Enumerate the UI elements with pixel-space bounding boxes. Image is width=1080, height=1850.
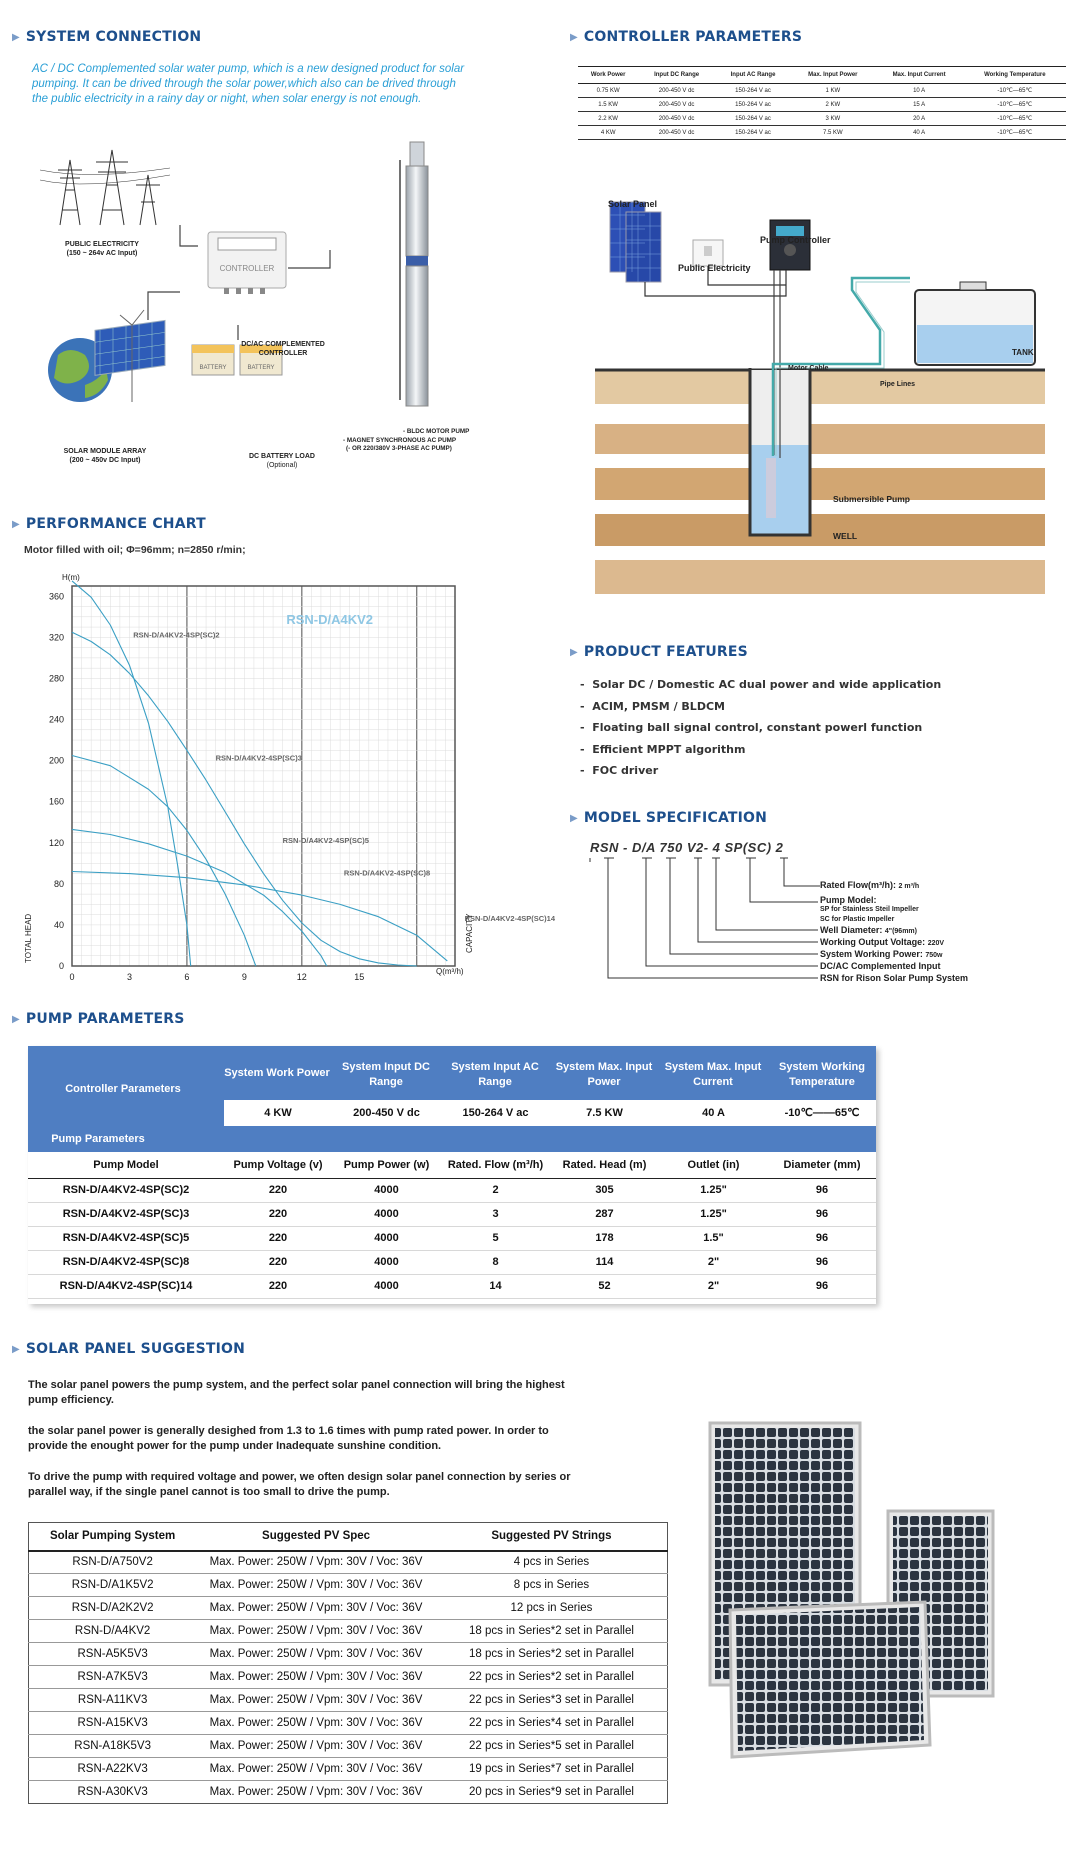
controller-parameters-table <box>578 66 1066 140</box>
x-tick-label: 6 <box>184 972 190 982</box>
ctrl-value: 150-264 V ac <box>441 1100 550 1126</box>
triangle-bullet-icon: ▶ <box>570 813 578 824</box>
x-tick-label: 9 <box>241 972 247 982</box>
system-intro-text: AC / DC Complemented solar water pump, which is a new designed product for solar pumping. It can be drived through the solar power,which also can be drived through the public electricity in a rainy day or night, when solar energy is not enough. <box>32 63 465 105</box>
product-features-title <box>570 644 748 660</box>
chart-ylabel-left: TOTAL HEAD <box>24 913 33 963</box>
table-header: Max. Input Current <box>875 67 964 84</box>
x-tick-label: 3 <box>126 972 132 982</box>
controller-screen-text: CONTROLLER <box>219 264 275 273</box>
series-label: RSN-D/A4KV2-4SP(SC)5 <box>282 835 369 845</box>
y-tick-label: 160 <box>48 796 64 807</box>
controller-parameters-title <box>570 29 802 45</box>
y-tick-label: 360 <box>48 591 64 602</box>
model-spec-lines <box>590 858 830 983</box>
diag-public-electricity-label: Public Electricity <box>678 263 751 273</box>
list-item: - Efficient MPPT algorithm <box>580 742 746 756</box>
performance-subtitle: Motor filled with oil; Φ=96mm; n=2850 r/min; <box>24 544 246 556</box>
ctrl-header: System Work Power <box>224 1067 330 1079</box>
table-header: Input AC Range <box>715 67 791 84</box>
section-title-text: SOLAR PANEL SUGGESTION <box>25 1341 246 1357</box>
controller-parameters-label: Controller Parameters <box>65 1083 181 1095</box>
diag-pump-controller-label: Pump Controller <box>760 235 831 245</box>
chart-ylabel: H(m) <box>62 573 80 582</box>
table-row: 0.75 KW 200-450 V dc 150-264 V ac 1 KW 10 A -10℃—65℃ <box>578 84 1066 98</box>
table-row: 2.2 KW 200-450 V dc 150-264 V ac 3 KW 20 A -10℃—65℃ <box>578 112 1066 126</box>
solar-panel-icon <box>610 202 661 282</box>
table-row: RSN-D/A4KV2-4SP(SC)14 220 4000 14 52 2" 96 <box>28 1274 876 1298</box>
table-header-row: Solar Pumping System Suggested PV Spec Suggested PV Strings <box>29 1523 668 1551</box>
table-row: RSN-D/A4KV2-4SP(SC)8 220 4000 8 114 2" 96 <box>28 1250 876 1274</box>
list-item: - Floating ball signal control, constant powerl function <box>580 721 923 734</box>
y-tick-label: 200 <box>48 755 64 766</box>
ctrl-value: 40 A <box>659 1100 768 1126</box>
table-row: RSN-D/A2K2V2 Max. Power: 250W / Vpm: 30V / Voc: 36V 12 pcs in Series <box>29 1597 668 1620</box>
table-row: 1.5 KW 200-450 V dc 150-264 V ac 2 KW 15 A -10℃—65℃ <box>578 98 1066 112</box>
section-title-text: PUMP PARAMETERS <box>25 1011 185 1027</box>
solar-paragraph-1: The solar panel powers the pump system, and the perfect solar panel connection will bring the highest pump efficiency. <box>28 1379 565 1406</box>
solar-paragraph-2: the solar panel power is generally desighed from 1.3 to 1.6 times with pump rated power. In order to provide the enought power for the pump under Inadequate sunshine condition. <box>28 1425 549 1452</box>
ctrl-value: 200-450 V dc <box>332 1100 441 1126</box>
table-header: Work Power <box>578 67 638 84</box>
ground-layers <box>595 370 1045 594</box>
performance-chart <box>10 568 556 984</box>
system-connection-title <box>12 29 201 45</box>
ctrl-value: 4 KW <box>224 1100 332 1126</box>
table-row: RSN-D/A4KV2-4SP(SC)3 220 4000 3 287 1.25" 96 <box>28 1202 876 1226</box>
ctrl-header: System Input AC Range <box>451 1061 539 1088</box>
table-row: RSN-D/A4KV2-4SP(SC)5 220 4000 5 178 1.5" 96 <box>28 1226 876 1250</box>
table-row: RSN-D/A750V2 Max. Power: 250W / Vpm: 30V / Voc: 36V 4 pcs in Series <box>29 1551 668 1574</box>
pump-parameters-title <box>12 1011 184 1027</box>
pump-parameters-header-band <box>28 1046 876 1152</box>
diag-motor-cable: Motor Cable <box>788 365 829 372</box>
series-label: RSN-D/A4KV2-4SP(SC)14 <box>464 913 556 923</box>
curve-series <box>72 756 256 967</box>
spec-rated-flow: Rated Flow(m³/h): 2 m³/h <box>820 880 920 890</box>
model-code: RSN - D/A 750 V2- 4 SP(SC) 2 <box>590 840 784 855</box>
diag-well-label: WELL <box>833 531 858 541</box>
diag-pipe-lines-label: Pipe Lines <box>880 381 916 388</box>
table-row: RSN-A22KV3 Max. Power: 250W / Vpm: 30V / Voc: 36V 19 pcs in Series*7 set in Parallel <box>29 1758 668 1781</box>
controller-label: DC/AC COMPLEMENTED CONTROLLER <box>241 341 325 358</box>
triangle-bullet-icon: ▶ <box>12 32 20 43</box>
solar-array-label: SOLAR MODULE ARRAY (200 ~ 450v DC Input) <box>63 448 147 465</box>
y-tick-label: 320 <box>48 632 64 643</box>
solar-panel-title <box>12 1341 245 1357</box>
features-list <box>580 674 941 782</box>
pump-parameters-label: Pump Parameters <box>51 1133 145 1145</box>
pump-parameters-table <box>28 1152 876 1299</box>
triangle-bullet-icon: ▶ <box>570 32 578 43</box>
table-row: 4 KW 200-450 V dc 150-264 V ac 7.5 KW 40 A -10℃—65℃ <box>578 126 1066 140</box>
ctrl-header: System Input DC Range <box>341 1061 430 1088</box>
submersible-pump-icon <box>400 142 428 406</box>
series-label: RSN-D/A4KV2-4SP(SC)3 <box>215 753 302 763</box>
chart-xlabel: Q(m³/h) <box>436 967 464 976</box>
table-row: RSN-D/A4KV2-4SP(SC)2 220 4000 2 305 1.25" 96 <box>28 1178 876 1202</box>
list-item: - Solar DC / Domestic AC dual power and wide application <box>580 678 942 691</box>
section-title-text: PERFORMANCE CHART <box>25 516 206 532</box>
chart-ylabel-right: CAPACITY <box>465 913 474 953</box>
list-item: - FOC driver <box>580 764 659 777</box>
curve-series <box>72 872 447 961</box>
table-header: Working Temperature <box>964 67 1066 84</box>
solar-panels-image <box>700 1405 1050 1785</box>
table-row: RSN-A7K5V3 Max. Power: 250W / Vpm: 30V / Voc: 36V 22 pcs in Series*2 set in Parallel <box>29 1666 668 1689</box>
x-tick-label: 15 <box>354 972 365 982</box>
triangle-bullet-icon: ▶ <box>570 647 578 658</box>
spec-pump-model: Pump Model: SP for Stainless Steil Impeller SC for Plastic Impeller <box>820 895 919 923</box>
series-label: RSN-D/A4KV2-4SP(SC)2 <box>133 630 220 640</box>
model-spec-title <box>570 810 767 826</box>
controller-box-icon <box>208 232 286 294</box>
table-header-row: Pump Model Pump Voltage (v) Pump Power (w) Rated. Flow (m³/h) Rated. Head (m) Outlet (in) Diameter (mm) <box>28 1152 876 1178</box>
section-title-text: MODEL SPECIFICATION <box>583 810 768 826</box>
ctrl-header: System Working Temperature <box>779 1061 865 1088</box>
table-row: RSN-A5K5V3 Max. Power: 250W / Vpm: 30V / Voc: 36V 18 pcs in Series*2 set in Parallel <box>29 1643 668 1666</box>
table-row: RSN-D/A1K5V2 Max. Power: 250W / Vpm: 30V / Voc: 36V 8 pcs in Series <box>29 1574 668 1597</box>
solar-pv-table <box>28 1522 668 1804</box>
series-label: RSN-D/A4KV2-4SP(SC)8 <box>343 868 431 878</box>
public-electricity-label: PUBLIC ELECTRICITY (150 ~ 264v AC Input) <box>65 241 139 258</box>
x-tick-label: 0 <box>69 972 75 982</box>
triangle-bullet-icon: ▶ <box>12 1014 20 1025</box>
battery-label: DC BATTERY LOAD (Optional) <box>249 453 315 470</box>
y-tick-label: 0 <box>58 961 64 971</box>
table-row: RSN-A30KV3 Max. Power: 250W / Vpm: 30V / Voc: 36V 20 pcs in Series*9 set in Parallel <box>29 1781 668 1804</box>
section-title-text: SYSTEM CONNECTION <box>25 29 202 45</box>
y-tick-label: 240 <box>48 714 64 725</box>
power-pylon-icon <box>40 150 170 225</box>
table-header: Max. Input Power <box>791 67 874 84</box>
installation-diagram <box>590 190 1050 605</box>
triangle-bullet-icon: ▶ <box>12 519 20 530</box>
diag-submersible-pump-label: Submersible Pump <box>833 494 910 504</box>
chart-title: RSN-D/A4KV2 <box>286 612 373 627</box>
section-title-text: PRODUCT FEATURES <box>583 644 748 660</box>
list-item: - ACIM, PMSM / BLDCM <box>580 699 725 713</box>
table-header: Input DC Range <box>638 67 715 84</box>
diag-tank-label: TANK <box>1012 348 1034 357</box>
solar-panel-icon <box>730 1602 930 1757</box>
ctrl-header: System Max. Input Power <box>555 1061 653 1088</box>
y-tick-label: 40 <box>53 919 64 930</box>
solar-paragraph-3: To drive the pump with required voltage and power, we often design solar panel connection by series or parallel way, if the single panel cannot is too small to drive the pump. <box>28 1471 571 1498</box>
y-tick-label: 120 <box>48 837 64 848</box>
table-row: RSN-A11KV3 Max. Power: 250W / Vpm: 30V / Voc: 36V 22 pcs in Series*3 set in Parallel <box>29 1689 668 1712</box>
section-title-text: CONTROLLER PARAMETERS <box>583 29 803 45</box>
y-tick-label: 80 <box>53 878 64 889</box>
table-row: RSN-A15KV3 Max. Power: 250W / Vpm: 30V / Voc: 36V 22 pcs in Series*4 set in Parallel <box>29 1712 668 1735</box>
battery-text-2: BATTERY <box>247 365 275 371</box>
table-row: RSN-D/A4KV2 Max. Power: 250W / Vpm: 30V / Voc: 36V 18 pcs in Series*2 set in Parallel <box>29 1620 668 1643</box>
diag-solar-panel-label: Solar Panel <box>608 199 658 209</box>
spec-dc-ac-input: DC/AC Complemented Input <box>820 961 941 971</box>
spec-system-power: System Working Power: 750w <box>820 949 943 959</box>
ctrl-value: 7.5 KW <box>550 1100 659 1126</box>
spec-well-diameter: Well Diameter: 4"(96mm) <box>820 925 917 935</box>
ctrl-header: System Max. Input Current <box>664 1061 762 1088</box>
table-row: RSN-A18K5V3 Max. Power: 250W / Vpm: 30V / Voc: 36V 22 pcs in Series*5 set in Parallel <box>29 1735 668 1758</box>
performance-chart-title <box>12 516 206 532</box>
pump-type-labels: - BLDC MOTOR PUMP - MAGNET SYNCHRONOUS AC PUMP (- OR 220/380V 3-PHASE AC PUMP) <box>343 428 470 452</box>
spec-rsn: RSN for Rison Solar Pump System <box>820 973 969 983</box>
spec-working-voltage: Working Output Voltage: 220V <box>820 937 945 947</box>
x-tick-label: 12 <box>296 972 307 982</box>
battery-text-1: BATTERY <box>199 365 227 371</box>
y-tick-label: 280 <box>48 673 64 684</box>
triangle-bullet-icon: ▶ <box>12 1344 20 1355</box>
solar-globe-icon <box>48 310 165 402</box>
pump-parameters-panel <box>28 1046 876 1304</box>
ctrl-value: -10℃——65℃ <box>768 1100 876 1126</box>
